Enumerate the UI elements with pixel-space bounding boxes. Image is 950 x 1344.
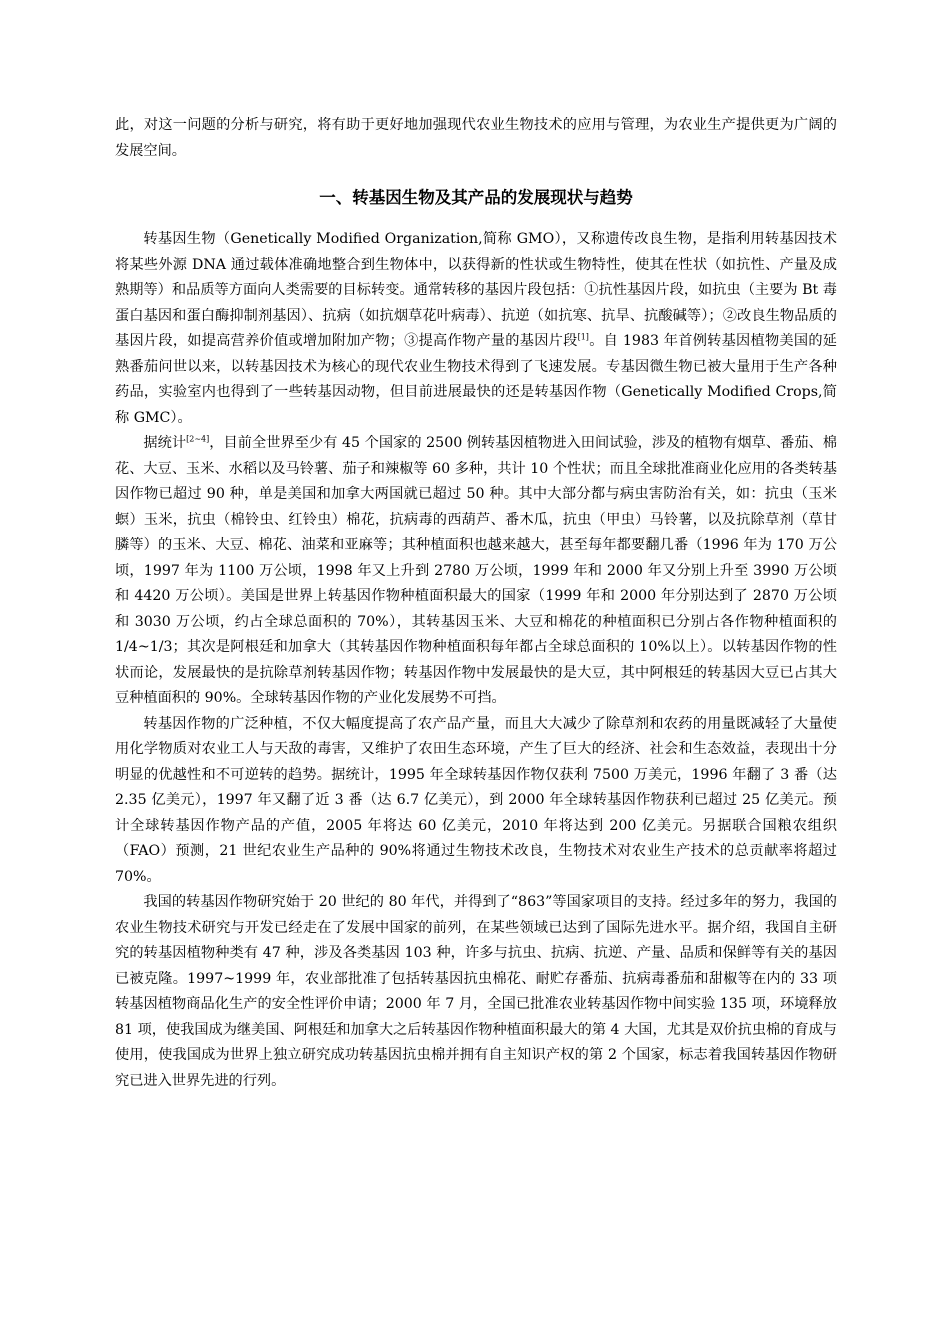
citation-ref: [1] — [577, 332, 589, 342]
paragraph-statistics — [115, 431, 837, 712]
paragraph-benefits: 转基因作物的广泛种植，不仅大幅度提高了农产品产量，而且大大减少了除草剂和农药的用量既减轻了大量使用化学物质对农业工人与天敌的毒害，又维护了农田生态环境，产生了巨大的经济、社会和生态效益，表现出十分明显的优越性和不可逆转的趋势。据统计，1995 年全球转基因作物仅获利 7500 万美元，1996 年翻了 3 番（达 2.35 亿美元），1997 年又翻了近 3 番（达 6.7 亿美元），到 2000 年全球转基因作物获利已超过 25 亿美元。预计全球转基因作物产品的产值，2005 年将达 60 亿美元，2010 年将达到 200 亿美元。另据联合国粮农组织（FAO）预测，21 世纪农业生产品种的 90%将通过生物技术改良，生物技术对农业生产技术的总贡献率将超过 70%。 — [115, 715, 837, 885]
section-heading: 一、转基因生物及其产品的发展现状与趋势 — [319, 188, 633, 207]
paragraph-text: 转基因生物（Genetically Modified Organization,简称 GMO），又称遗传改良生物，是指利用转基因技术将某些外源 DNA 通过载体准确地整合到生物体中，以获得新的性状或生物特性，使其在性状（如抗性、产量及成熟期等）和品质等方面向人类需要的目标转变。通常转移的基因片段包括：①抗性基因片段，如抗虫（主要为 Bt 毒蛋白基因和蛋白酶抑制剂基因）、抗病（如抗烟草花叶病毒）、抗逆（如抗寒、抗旱、抗酸碱等）；②改良生物品质的基因片段，如提高营养价值或增加附加产物；③提高作物产量的基因片段 — [115, 231, 837, 349]
paragraph-text: 据统计 — [143, 435, 187, 451]
paragraph-china-research: 我国的转基因作物研究始于 20 世纪的 80 年代，并得到了“863”等国家项目的支持。经过多年的努力，我国的农业生物技术研究与开发已经走在了发展中国家的前列，在某些领域已达到了国际先进水平。据介绍，我国自主研究的转基因植物种类有 47 种，涉及各类基因 103 种，许多与抗虫、抗病、抗逆、产量、品质和保鲜等有关的基因已被克隆。1997~1999 年，农业部批准了包括转基因抗虫棉花、耐贮存番茄、抗病毒番茄和甜椒等在内的 33 项转基因植物商品化生产的安全性评价申请；2000 年 7 月，全国已批准农业转基因作物中间实验 135 项，环境释放 81 项，使我国成为继美国、阿根廷和加拿大之后转基因作物种植面积最大的第 4 大国，尤其是双价抗虫棉的育成与使用，使我国成为世界上独立研究成功转基因抗虫棉并拥有自主知识产权的第 2 个国家，标志着我国转基因作物研究已进入世界先进的行列。 — [115, 894, 837, 1089]
citation-ref: [2~4] — [186, 434, 210, 444]
document-page — [115, 113, 837, 1094]
paragraph-text: ，目前全世界至少有 45 个国家的 2500 例转基因植物进入田间试验，涉及的植物有烟草、番茄、棉花、大豆、玉米、水稻以及马铃薯、茄子和辣椒等 60 多种，共计 10 个性状；而且全球批准商业化应用的各类转基因作物已超过 90 种，单是美国和加拿大两国就已超过 50 种。其中大部分都与病虫害防治有关，如：抗虫（玉米螟）玉米，抗虫（棉铃虫、红铃虫）棉花，抗病毒的西葫芦、番木瓜，抗虫（甲虫）马铃薯，以及抗除草剂（草甘膦等）的玉米、大豆、棉花、油菜和亚麻等；其种植面积也越来越大，甚至每年都要翻几番（1996 年为 170 万公顷，1997 年为 1100 万公顷，1998 年又上升到 2780 万公顷，1999 年和 2000 年又分别上升至 3990 万公顷和 4420 万公顷）。美国是世界上转基因作物种植面积最大的国家（1999 年和 2000 年分别达到了 2870 万公顷和 3030 万公顷，约占全球总面积的 70%），其转基因玉米、大豆和棉花的种植面积已分别占各作物种植面积的 1/4~1/3；其次是阿根廷和加拿大（其转基因作物种植面积每年都占全球总面积的 10%以上）。以转基因作物的性状而论，发展最快的是抗除草剂转基因作物；转基因作物中发展最快的是大豆，其中阿根廷的转基因大豆已占其大豆种植面积的 90%。全球转基因作物的产业化发展势不可挡。 — [115, 435, 837, 706]
intro-paragraph: 此，对这一问题的分析与研究，将有助于更好地加强现代农业生物技术的应用与管理，为农业生产提供更为广阔的发展空间。 — [115, 117, 837, 159]
paragraph-gmo-definition — [115, 227, 837, 431]
paragraph-text: 。自 1983 年首例转基因植物美国的延熟番茄问世以来，以转基因技术为核心的现代农业生物技术得到了飞速发展。专基因微生物已被大量用于生产各种药品，实验室内也得到了一些转基因动物，但目前进展最快的还是转基因作物（Genetically Modified Crops,简称 GMC）。 — [115, 333, 837, 426]
